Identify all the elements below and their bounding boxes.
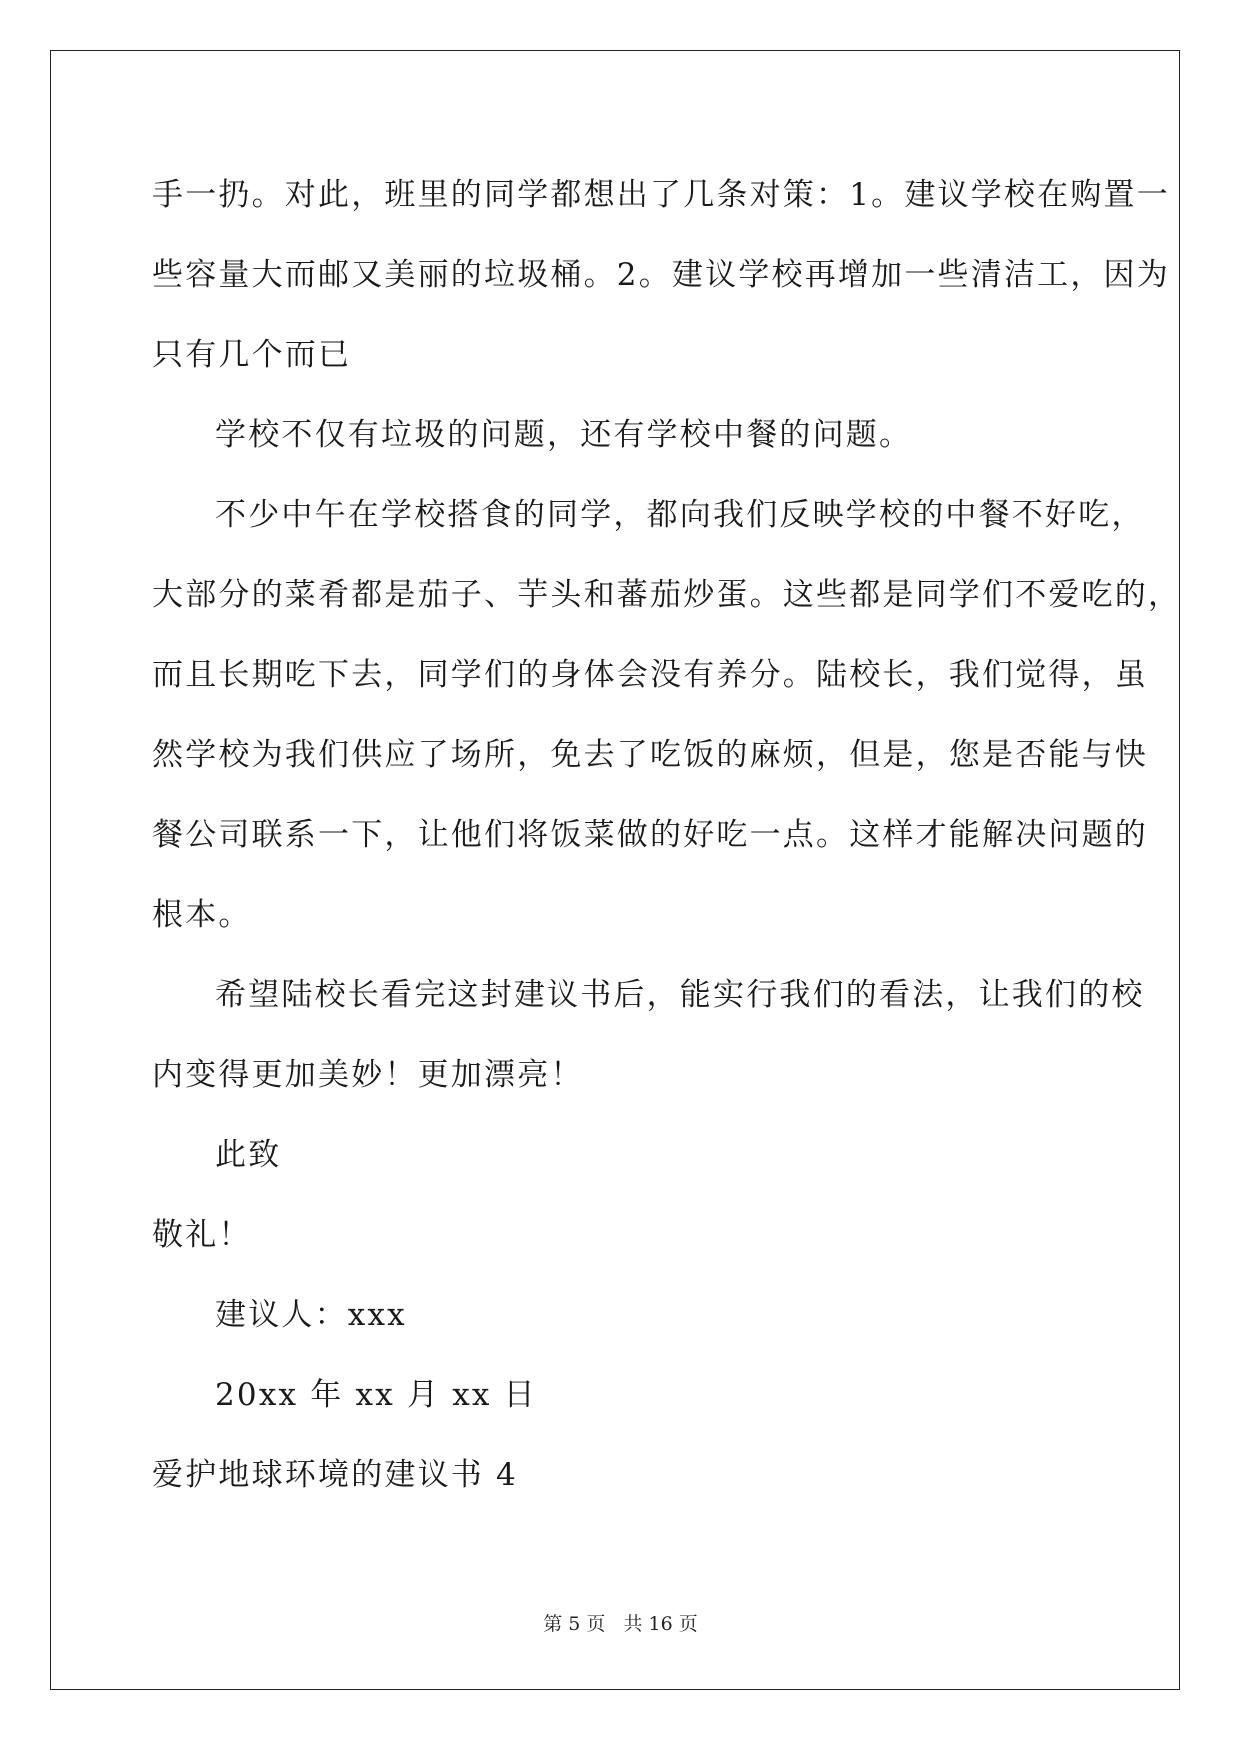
document-body [152,155,1182,1515]
page-footer [0,1612,1241,1636]
paragraph-start: 希望陆校长看完这封建议书后，能实行我们的看法，让我们的校 [215,977,1145,1013]
body-text-line: 大部分的菜肴都是茄子、芋头和蕃茄炒蛋。这些都是同学们不爱吃的， [152,577,1182,613]
page-total: 共 16 页 [623,1613,698,1635]
body-text-line: 只有几个而已 [152,337,352,373]
page-number: 第 5 页 [543,1613,606,1635]
signature-line: 建议人：xxx [215,1297,407,1333]
body-text-line: 手一扔。对此，班里的同学都想出了几条对策：1。建议学校在购置一 [152,177,1170,213]
body-text-line: 根本。 [152,897,252,933]
body-text-line: 然学校为我们供应了场所，免去了吃饭的麻烦，但是，您是否能与快 [152,737,1148,773]
paragraph-start: 不少中午在学校搭食的同学，都向我们反映学校的中餐不好吃， [215,497,1145,533]
section-heading: 爱护地球环境的建议书 4 [152,1457,518,1493]
paragraph-start: 学校不仅有垃圾的问题，还有学校中餐的问题。 [215,417,913,453]
closing-salutation: 此致 [215,1137,282,1173]
body-text-line: 而且长期吃下去，同学们的身体会没有养分。陆校长，我们觉得，虽 [152,657,1148,693]
closing-regards: 敬礼！ [152,1217,252,1253]
body-text-line: 餐公司联系一下，让他们将饭菜做的好吃一点。这样才能解决问题的 [152,817,1148,853]
date-line: 20xx 年 xx 月 xx 日 [215,1377,537,1413]
body-text-line: 内变得更加美妙！更加漂亮！ [152,1057,584,1093]
body-text-line: 些容量大而邮又美丽的垃圾桶。2。建议学校再增加一些清洁工，因为 [152,257,1170,293]
